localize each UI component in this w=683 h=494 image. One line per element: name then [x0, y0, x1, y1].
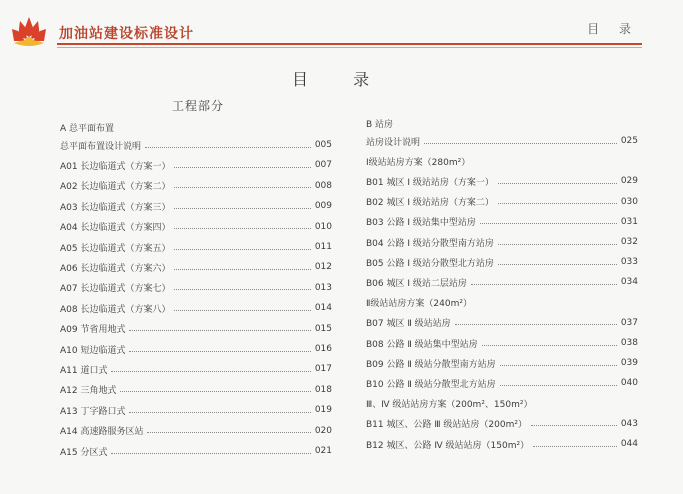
entry-label: A14 高速路服务区站 [60, 427, 144, 438]
toc-entry [60, 239, 332, 255]
page-number: 029 [620, 176, 638, 187]
toc-entry [366, 416, 638, 432]
toc-entry [60, 321, 332, 337]
toc-entry [60, 219, 332, 235]
section-title: 目 录 [587, 22, 639, 36]
entry-label: A11 道口式 [60, 365, 108, 376]
toc-entry [366, 335, 638, 351]
entry-label: A15 分区式 [60, 447, 108, 458]
toc-entry [366, 274, 638, 290]
toc-entry [60, 341, 332, 357]
page-number: 038 [620, 338, 638, 348]
entry-label: Ⅰ级站站房方案（280m²） [366, 157, 471, 168]
page-title: 目 录 [292, 70, 390, 89]
entry-label: A12 三角地式 [60, 386, 117, 397]
entry-label: Ⅲ、Ⅳ 级站站房方案（200m²、150m²） [366, 400, 533, 411]
entry-label: B03 公路 Ⅰ 级站集中型站房 [366, 218, 476, 229]
leader-dots [500, 385, 617, 386]
entry-label: A01 长边临道式（方案一） [60, 161, 171, 172]
petrochina-logo-icon [8, 13, 50, 51]
toc-entry [60, 423, 332, 439]
page-number: 009 [314, 201, 332, 212]
toc-entry [60, 280, 332, 296]
leader-dots [471, 284, 617, 285]
entry-label: B02 城区 Ⅰ 级站站房（方案二） [366, 198, 494, 209]
page-number: 011 [314, 242, 332, 252]
toc-entry [60, 402, 332, 418]
entry-label: B04 公路 Ⅰ 级站分散型南方站房 [366, 238, 494, 249]
entry-label: B11 城区、公路 Ⅲ 级站站房（200m²） [366, 420, 527, 431]
page-number: 034 [620, 277, 638, 288]
leader-dots [147, 432, 310, 433]
entry-label: B07 城区 Ⅱ 级站站房 [366, 319, 451, 330]
page-number: 012 [314, 262, 332, 273]
entry-label: B06 城区 Ⅰ 级站二层站房 [366, 278, 467, 289]
leader-dots [531, 425, 617, 426]
page-number: 032 [620, 237, 638, 247]
toc-entry [60, 361, 332, 377]
toc-entry [366, 375, 638, 391]
leader-dots [111, 371, 310, 372]
leader-dots [174, 269, 310, 270]
toc-group-heading [366, 153, 638, 169]
page-number: 043 [620, 418, 638, 429]
toc-entry [366, 133, 638, 149]
page-number: 040 [620, 378, 638, 389]
entry-label: B12 城区、公路 Ⅳ 级站站房（150m²） [366, 440, 530, 451]
page-number: 007 [314, 160, 332, 171]
toc-entry [60, 259, 332, 275]
entry-label: A06 长边临道式（方案六） [60, 263, 171, 274]
page-number: 013 [314, 282, 332, 293]
leader-dots [498, 183, 617, 184]
page-number: 020 [314, 425, 332, 436]
book-title: 加油站建设标准设计 [59, 26, 194, 42]
section-heading-a: A 总平面布置 [60, 124, 115, 134]
subtitle: 工程部分 [172, 99, 225, 113]
page-number: 015 [314, 323, 332, 334]
entry-label: B08 公路 Ⅱ 级站集中型站房 [366, 339, 478, 350]
toc-group-heading [366, 396, 638, 412]
entry-label: A09 节省用地式 [60, 325, 126, 336]
leader-dots [174, 167, 310, 168]
entry-label: A03 长边临道式（方案三） [60, 202, 171, 213]
page-number: 016 [314, 344, 332, 354]
page-number: 033 [620, 257, 638, 268]
toc-entry [366, 234, 638, 250]
toc-entry [366, 436, 638, 452]
leader-dots [480, 223, 617, 224]
entry-label: 站房设计说明 [366, 137, 421, 148]
leader-dots [120, 391, 310, 392]
leader-dots [174, 228, 310, 229]
toc-entry [366, 214, 638, 230]
entry-label: A10 短边临道式 [60, 345, 126, 356]
entry-label: A13 丁字路口式 [60, 406, 126, 417]
entry-label: B01 城区 Ⅰ 级站站房（方案一） [366, 177, 494, 188]
entry-label: B09 公路 Ⅱ 级站分散型南方站房 [366, 359, 496, 370]
entry-label: B10 公路 Ⅱ 级站分散型北方站房 [366, 379, 496, 390]
page-number: 039 [620, 358, 638, 369]
page-number: 010 [314, 221, 332, 232]
leader-dots [482, 345, 617, 346]
page-number: 025 [620, 136, 638, 146]
entry-label: A07 长边临道式（方案七） [60, 284, 171, 295]
toc-group-heading [366, 295, 638, 311]
entry-label: A02 长边临道式（方案二） [60, 182, 171, 193]
page-number: 030 [620, 196, 638, 207]
toc-entry [60, 137, 332, 153]
page-number: 037 [620, 317, 638, 328]
entry-label: A05 长边临道式（方案五） [60, 243, 171, 254]
toc-entry [60, 443, 332, 459]
section-heading-b: B 站房 [366, 120, 394, 130]
leader-dots [174, 289, 310, 290]
page-number: 005 [314, 140, 332, 150]
leader-dots [533, 446, 617, 447]
toc-entry [366, 173, 638, 189]
entry-label: B05 公路 Ⅰ 级站分散型北方站房 [366, 258, 494, 269]
toc-entry [60, 382, 332, 398]
leader-dots [145, 147, 311, 148]
header-rule [57, 43, 642, 45]
page-number: 021 [314, 446, 332, 456]
entry-label: Ⅱ级站站房方案（240m²） [366, 299, 472, 310]
toc-entry [60, 300, 332, 316]
leader-dots [174, 187, 310, 188]
leader-dots [498, 203, 617, 204]
toc-entry [60, 157, 332, 173]
entry-label: A04 长边临道式（方案四） [60, 223, 171, 234]
page-number: 018 [314, 384, 332, 395]
leader-dots [500, 365, 617, 366]
page-number: 014 [314, 303, 332, 314]
leader-dots [498, 244, 617, 245]
toc-entry [366, 254, 638, 270]
entry-label: A08 长边临道式（方案八） [60, 304, 171, 315]
toc-entry [60, 178, 332, 194]
leader-dots [424, 143, 617, 144]
page-number: 019 [314, 405, 332, 416]
toc-entry [366, 355, 638, 371]
leader-dots [174, 208, 310, 209]
leader-dots [129, 330, 310, 331]
leader-dots [129, 351, 310, 352]
page-number: 017 [314, 364, 332, 375]
leader-dots [174, 249, 310, 250]
page-number: 031 [620, 216, 638, 227]
leader-dots [111, 453, 310, 454]
leader-dots [455, 324, 617, 325]
leader-dots [498, 264, 617, 265]
leader-dots [129, 412, 310, 413]
header-rule-thin [57, 47, 642, 48]
page-number: 044 [620, 439, 638, 449]
page-header [0, 0, 683, 52]
page-number: 008 [314, 180, 332, 191]
toc-entry [60, 198, 332, 214]
toc-entry [366, 194, 638, 210]
entry-label: 总平面布置设计说明 [60, 141, 142, 152]
toc-entry [366, 315, 638, 331]
leader-dots [174, 310, 310, 311]
